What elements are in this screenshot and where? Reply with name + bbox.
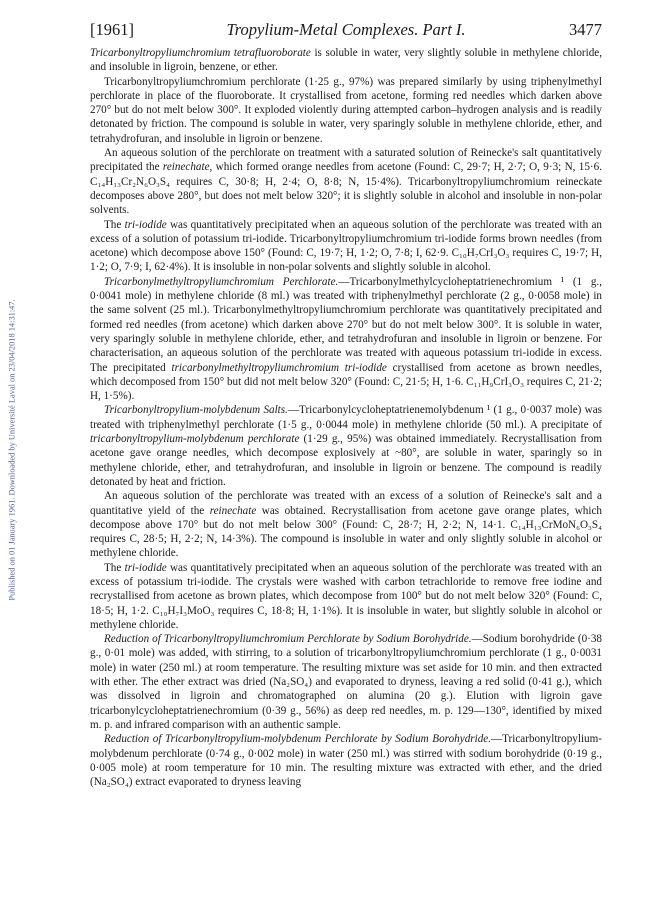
italic-run: reinechate: [209, 504, 257, 517]
italic-run: Reduction of Tricarbonyltropyliumchromium Perchlorate by Sodium Borohydride.: [104, 633, 472, 646]
paragraph: [90, 218, 602, 275]
text-run: —Tricarbonylcycloheptatrienemolybdenum ¹ (1 g., 0·0037 mole) was treated with triphenylmethyl perchlorate (1·5 g., 0·0044 mole) in methylene chloride (50 ml.). A precipitate of: [90, 404, 602, 431]
text-run: The: [104, 561, 125, 574]
running-title: Tropylium-Metal Complexes. Part I.: [226, 20, 466, 39]
italic-run: Perchlorate.: [282, 275, 339, 288]
paragraph: [90, 489, 602, 560]
text-run: was quantitatively precipitated when an aqueous solution of the perchlorate was treated with an excess of potassium tri-iodide. The crystals were washed with carbon tetrachloride to remove free iodine and recrystallised from acetone as brown plates, which decompose from 100° but do not melt below 320° (Found: C, 18·5; H, 1·2. C₁₀H₇I₃MoO₃ requires C, 18·8; H, 1·1%). It is insoluble in water, but slightly soluble in alcohol or methylene chloride.: [90, 561, 603, 631]
italic-run: Reduction of Tricarbonyltropylium-molybdenum Perchlorate by Sodium Borohydride.: [104, 733, 491, 746]
text-run: Tricarbonyltropyliumchromium perchlorate (1·25 g., 97%) was prepared similarly by using triphenylmethyl perchlorate in place of the fluoroborate. It crystallised from acetone, forming red needles which darken above 270° but do not melt below 300°. It exploded violently during attempted carbon–hydrogen analysis and is readily detonated by friction. The compound is soluble in water, very sparingly soluble in methylene chloride, ether, and tetrahydrofuran, and insoluble in ligroin or benzene.: [90, 75, 602, 145]
text-run: , which formed orange needles from acetone (Found: C, 29·7; H, 2·7; O, 9·3; N, 15·6. C₁₄H₁₃Cr₂N₆O₃S₄ requires C, 30·8; H, 2·4; O, 8·8; N, 15·4%). Tricarbonyltropyliumchromium reineckate decomposes above 280°, but does not melt below 320°; it is slightly soluble in alcohol and insoluble in non-polar solvents.: [90, 161, 602, 217]
paragraph: [90, 732, 602, 789]
paragraph: [90, 75, 602, 146]
text-run: (1·29 g., 95%) was obtained immediately. Recrystallisation from acetone gave orange needles, which decompose explosively at ~80°, are soluble in water, sparingly so in methylene chloride, ether, and tetrahydrofuran, and insoluble in ligroin or benzene. The compound is readily detonated by heat and friction.: [90, 433, 602, 488]
paragraph: [90, 632, 602, 732]
text-run: was obtained. Recrystallisation from acetone gave orange plates, which decompose above 170° but do not melt below 300° (Found: C, 28·7; H, 2·2; N, 14·1. C₁₄H₁₃CrMoN₆O₃S₄ requires C, 28·5; H, 2·2; N, 14·3%). The compound is insoluble in water and only slightly soluble in alcohol or methylene chloride.: [90, 504, 602, 560]
download-watermark: [2, 170, 22, 730]
paragraph: [90, 275, 602, 404]
paragraph: [90, 561, 602, 632]
text-run: —Tricarbonylmethylcycloheptatrienechromium ¹ (1 g., 0·0041 mole) in methylene chloride (8 ml.) was treated with triphenylmethyl perchlorate (2 g., 0·0058 mole) in the same solvent (25 ml.). Tricarbonylmethyltropyliumchromium perchlorate was quantitatively precipitated and formed red needles (from acetone) which darken above 270° but do not melt below 300°. It is soluble in water, very sparingly soluble in methylene chloride, ether, and tetrahydrofuran and insoluble in ligroin or benzene. For characterisation, an aqueous solution of the perchlorate was treated with aqueous potassium tri-iodide in excess. The precipitated: [90, 275, 602, 374]
text-run: The: [104, 218, 125, 231]
text-run: —Sodium borohydride (0·38 g., 0·01 mole) was added, with stirring, to a solution of tricarbonyltropyliumchromium perchlorate (1 g., 0·0031 mole) in water (250 ml.) at room temperature. The resulting mixture was set aside for 10 min. and then extracted with ether. The ether extract was dried (Na₂SO₄) and evaporated to dryness, leaving a red solid (0·41 g.), which was dissolved in ligroin and chromatographed on alumina (20 g.). Elution with ligroin gave tricarbonylcycloheptatrienechromium (0·39 g., 56%) as deep red needles, m. p. 129—130°, identified by mixed m. p. and infrared comparison with an authentic sample.: [90, 633, 603, 731]
italic-run: tricarbonyltropylium-molybdenum perchlorate: [90, 433, 300, 446]
text-run: —Tricarbonyltropylium-molybdenum perchlorate (0·74 g., 0·002 mole) in water (250 ml.) was stirred with sodium borohydride (0·19 g., 0·005 mole) at room temperature for 10 min. The resulting mixture was extracted with ether, and the dried (Na₂SO₄) extract evaporated to dryness leaving: [90, 733, 602, 789]
italic-run: tri-iodide: [124, 218, 167, 231]
paragraph: [90, 403, 602, 489]
text-run: was quantitatively precipitated when an aqueous solution of the perchlorate was treated with an excess of a solution of potassium tri-iodide. Tricarbonyltropyliumchromium tri-iodide forms brown needles (from acetone) which decompose above 150° (Found: C, 19·7; H, 1·2; O, 7·8; I, 62·9. C₁₀H₇CrI₃O₃ requires C, 19·7; H, 1·2; O, 7·9; I, 62·4%). It is insoluble in non-polar solvents and slightly soluble in alcohol.: [90, 218, 603, 274]
page-number: 3477: [569, 20, 602, 39]
italic-run: tri-iodide: [124, 561, 167, 574]
italic-run: Tricarbonyltropylium-molybdenum Salts.: [104, 404, 288, 417]
running-header: [90, 20, 602, 44]
article-body: [90, 46, 602, 789]
text-run: is soluble in water, very slightly soluble in methylene chloride, and insoluble in ligroin, benzene, or ether.: [90, 47, 602, 74]
text-run: An aqueous solution of the perchlorate was treated with an excess of a solution of Reinecke's salt and a quantitative yield of the: [90, 490, 602, 517]
text-run: [274, 276, 283, 288]
text-run: An aqueous solution of the perchlorate on treatment with a saturated solution of Reinecke's salt quantitatively precipitated the: [90, 147, 602, 174]
journal-year: [1961]: [90, 20, 134, 39]
download-watermark-text: Published on 01 January 1961. Downloaded by Université Laval on 23/04/2018 14:31:47.: [7, 299, 17, 601]
paragraph: [90, 46, 602, 75]
italic-run: Tricarbonylmethyltropyliumchromium: [104, 275, 274, 288]
italic-run: tricarbonylmethyltropyliumchromium tri-iodide: [171, 361, 387, 374]
paragraph: [90, 146, 602, 217]
italic-run: reinechate: [162, 161, 210, 174]
italic-run: Tricarbonyltropyliumchromium tetrafluoroborate: [90, 47, 311, 59]
text-run: crystallised from acetone as brown needles, which decomposed from 150° but did not melt below 320° (Found: C, 21·5; H, 1·6. C₁₁H₉CrI₃O₃ requires C, 21·2; H, 1·5%).: [90, 361, 602, 403]
